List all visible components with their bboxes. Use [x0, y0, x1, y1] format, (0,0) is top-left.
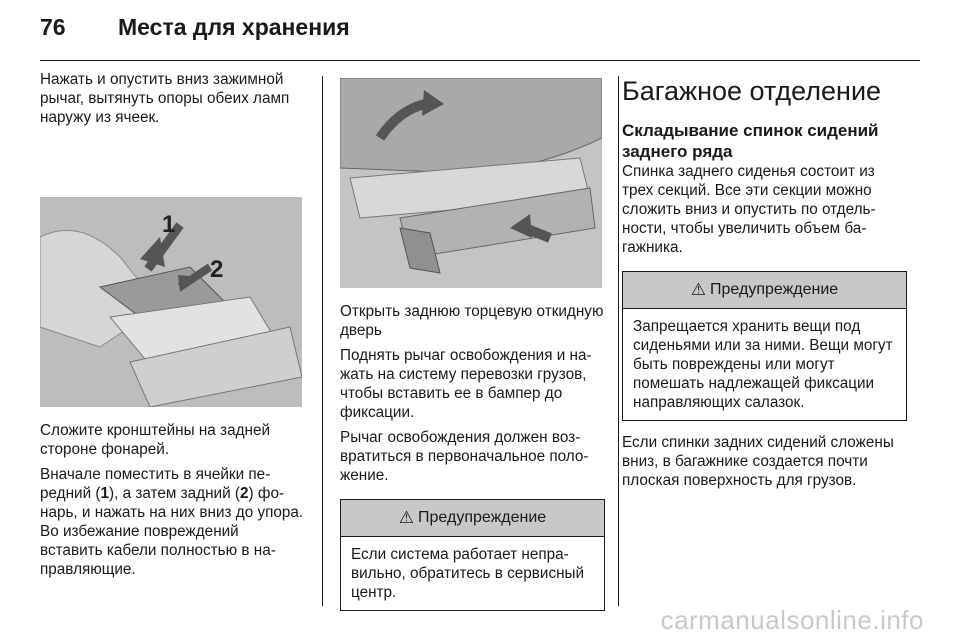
page-title: Места для хранения — [118, 14, 350, 40]
warning-icon: ⚠ — [398, 508, 415, 527]
fold-brackets-paragraph: Сложите кронштейны на задней стороне фонарей. — [40, 422, 271, 458]
header-divider — [40, 60, 920, 61]
bumper-figure — [340, 78, 602, 288]
warning-body — [341, 537, 604, 610]
figure-label-1: 1 — [162, 211, 176, 238]
warning-text: Если система работает неправильно, обратитесь в сервисный центр. — [351, 546, 585, 601]
intro-paragraph: Нажать и опустить вниз зажимной рычаг, вытянуть опоры обеих ламп наружу из ячеек. — [40, 71, 290, 126]
insert-lamps-paragraph: Вначале поместить в ячейки передний (1), а затем задний (2) фонарь, и нажать на них вниз до упора. Во избежание повреждений вставить кабели полностью в направляющие. — [40, 466, 304, 578]
page-number: 76 — [40, 14, 66, 40]
warning-box — [622, 271, 907, 421]
lever-return-paragraph: Рычаг освобождения должен возвратиться в первоначальное положение. — [340, 429, 589, 484]
warning-header — [623, 272, 906, 309]
column-divider — [618, 76, 619, 606]
lamp-bracket-figure — [40, 197, 302, 407]
warning-title: Предупреждение — [710, 281, 839, 298]
warning-header — [341, 500, 604, 537]
warning-title: Предупреждение — [418, 509, 547, 526]
column-divider — [322, 76, 323, 606]
figure-label-2: 2 — [210, 256, 224, 283]
seat-sections-paragraph: Спинка заднего сиденья состоит из трех секций. Все эти секции можно сложить вниз и опустить по отдельности, чтобы увеличить объем багажника. — [622, 163, 876, 256]
open-tailgate-paragraph: Открыть заднюю торцевую откидную дверь — [340, 303, 604, 339]
page-header — [40, 14, 350, 48]
raise-lever-paragraph: Поднять рычаг освобождения и нажать на систему перевозки грузов, чтобы вставить ее в бампер до фиксации. — [340, 347, 592, 421]
flat-surface-paragraph: Если спинки задних сидений сложены вниз, в багажнике создается почти плоская поверхность для грузов. — [622, 434, 894, 489]
column-left — [40, 70, 305, 585]
column-right — [622, 70, 907, 496]
warning-body — [623, 309, 906, 420]
warning-box — [340, 499, 605, 611]
section-heading: Багажное отделение — [622, 76, 882, 106]
watermark: carmanualsonline.info — [660, 605, 924, 635]
column-middle — [340, 70, 605, 623]
warning-text: Запрещается хранить вещи под сиденьями или за ними. Вещи могут быть повреждены или могут помешать надлежащей фиксации направляющих салазок. — [633, 318, 893, 411]
warning-icon: ⚠ — [690, 280, 707, 299]
subsection-heading: Складывание спинок сидений заднего ряда — [622, 121, 879, 161]
